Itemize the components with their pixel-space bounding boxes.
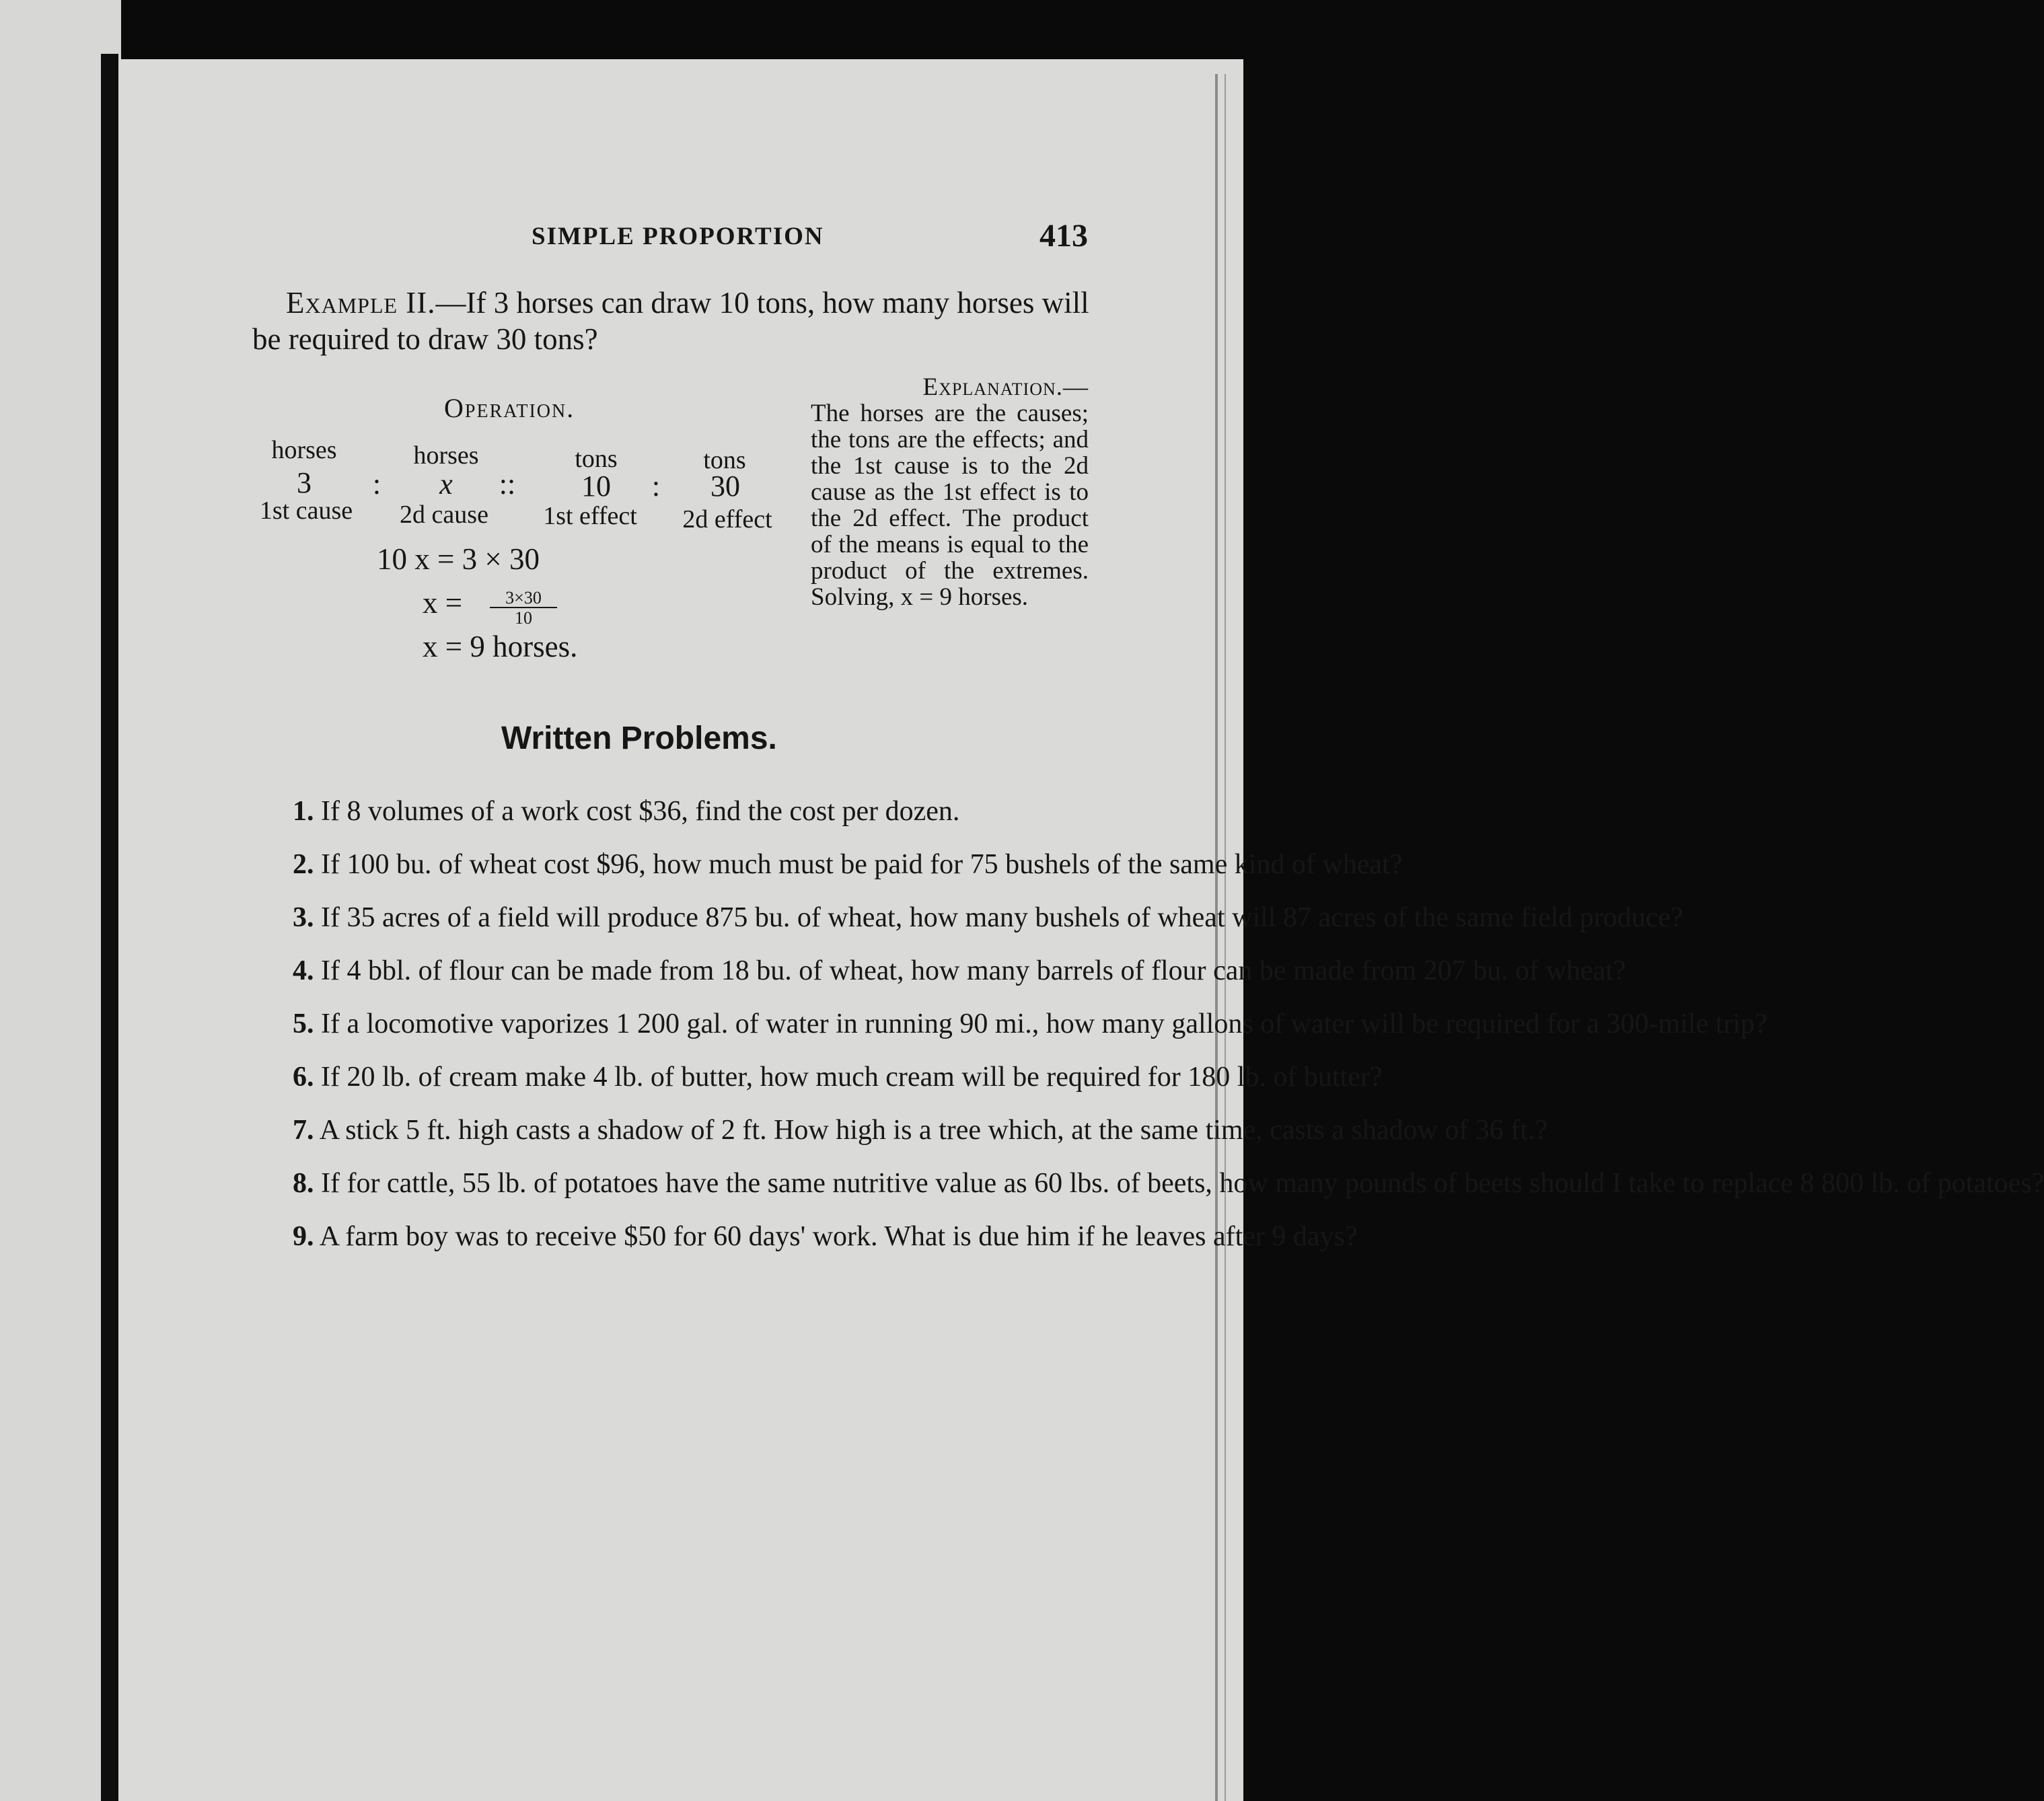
proportion-sign: :: — [499, 468, 516, 501]
equation-lhs: x = — [423, 586, 463, 620]
equation: x = 9 horses. — [423, 630, 578, 663]
problem-number: 6. — [293, 1062, 314, 1093]
problem-text: If 8 volumes of a work cost $36, find the cost per dozen. — [321, 796, 960, 827]
page-edge — [1225, 74, 1226, 1801]
problem-text: If for cattle, 55 lb. of potatoes have the same nutritive value as 60 lbs. of beets, how many pounds of beets should I take to replace 8 800 lb. of potatoes? — [321, 1168, 2044, 1199]
problem-number: 5. — [293, 1008, 314, 1039]
problem-number: 7. — [293, 1115, 314, 1146]
problem-text: If 35 acres of a field will produce 875 bu. of wheat, how many bushels of wheat will 87 acres of the same field produce? — [321, 902, 1683, 933]
proportion-term: 3 — [297, 466, 312, 499]
unit-label: tons — [703, 446, 746, 474]
role-label: 2d cause — [400, 501, 488, 529]
problem-item — [232, 1168, 2044, 1199]
example-label: Example II. — [286, 286, 436, 320]
page-number: 413 — [1039, 218, 1088, 254]
fraction-denominator: 10 — [515, 608, 532, 628]
role-label: 1st cause — [259, 497, 353, 525]
proportion-term: 10 — [581, 470, 611, 503]
proportion-term: 30 — [710, 470, 740, 503]
problem-number: 3. — [293, 902, 314, 933]
explanation-paragraph — [811, 374, 1089, 610]
unit-label: horses — [271, 436, 337, 464]
role-label: 1st effect — [543, 502, 637, 530]
equation: 10 x = 3 × 30 — [377, 542, 540, 576]
ratio-sign: : — [372, 468, 381, 501]
operation-heading: Operation. — [444, 393, 575, 423]
problem-item — [232, 1008, 1767, 1039]
problem-item — [232, 1115, 1548, 1146]
role-label: 2d effect — [682, 505, 772, 534]
ratio-sign: : — [651, 470, 661, 503]
example-text: —If 3 horses can draw 10 tons, how many horses will be required to draw 30 tons? — [252, 286, 1089, 356]
problem-text: A farm boy was to receive $50 for 60 days' work. What is due him if he leaves after 9 days? — [319, 1221, 1358, 1252]
problem-item — [232, 797, 1081, 827]
problem-number: 2. — [293, 849, 314, 880]
explanation-text: The horses are the causes; the tons are the effects; and the 1st cause is to the 2d cause as the 1st effect is to the 2d effect. The product of the means is equal to the product of the extremes. Solving, x = 9 horses. — [811, 400, 1089, 611]
problem-number: 4. — [293, 955, 314, 986]
proportion-term: x — [439, 468, 453, 501]
section-heading: Written Problems. — [501, 721, 777, 756]
problem-item — [232, 1221, 1358, 1252]
problem-item — [232, 955, 1626, 986]
problem-number: 1. — [293, 796, 314, 827]
unit-label: tons — [575, 445, 618, 473]
problem-number: 9. — [293, 1221, 314, 1252]
fraction-numerator: 3×30 — [490, 589, 557, 608]
problem-list — [232, 796, 2044, 1275]
explanation-label: Explanation.— — [922, 373, 1089, 401]
problem-item — [232, 902, 1683, 933]
unit-label: horses — [413, 441, 479, 470]
running-head: SIMPLE PROPORTION — [532, 223, 824, 250]
problem-text: If 20 lb. of cream make 4 lb. of butter, how much cream will be required for 180 lb. of butter? — [321, 1062, 1383, 1093]
problem-text: A stick 5 ft. high casts a shadow of 2 ft. How high is a tree which, at the same time, casts a shadow of 36 ft.? — [319, 1115, 1548, 1146]
problem-item — [232, 849, 1403, 880]
binding-shadow — [101, 54, 118, 1801]
problem-text: If a locomotive vaporizes 1 200 gal. of water in running 90 mi., how many gallons of water will be required for a 300-mile trip? — [321, 1008, 1767, 1039]
problem-item — [232, 1062, 1383, 1093]
problem-text: If 4 bbl. of flour can be made from 18 bu. of wheat, how many barrels of flour can be made from 207 bu. of wheat? — [321, 955, 1626, 986]
page-edge — [1215, 74, 1218, 1801]
problem-number: 8. — [293, 1168, 314, 1199]
problem-text: If 100 bu. of wheat cost $96, how much must be paid for 75 bushels of the same kind of wheat? — [321, 849, 1403, 880]
example-paragraph — [252, 285, 1093, 357]
